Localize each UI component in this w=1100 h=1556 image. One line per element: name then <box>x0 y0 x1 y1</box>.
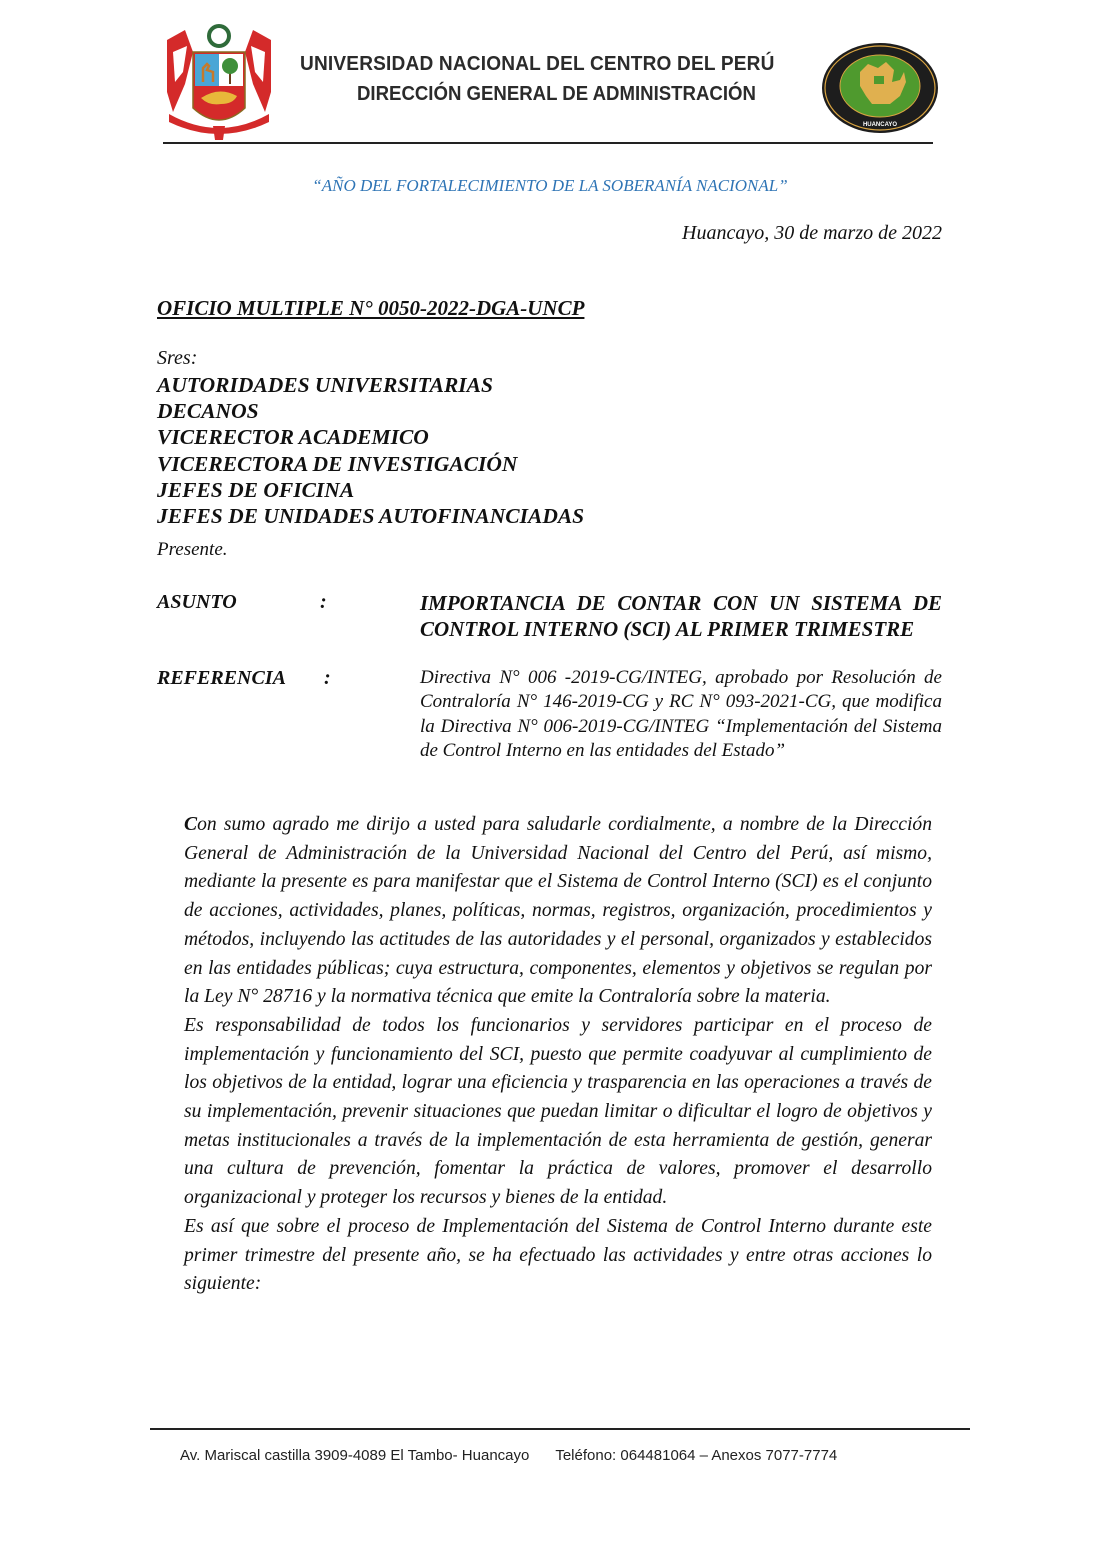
reference-text: Directiva N° 006 -2019-CG/INTEG, aprobado por Resolución de Contraloría N° 146-2019-CG y RC N° 093-2021-CG, que modifica la Directiva N° 006-2019-CG/INTEG “Implementación del Sistema de Control Interno en las entidades del Estado” <box>420 667 942 761</box>
body-paragraph-2: Es responsabilidad de todos los funcionarios y servidores participar en el proceso de implementación y funcionamiento del SCI, puesto que permite coadyuvar al cumplimiento de los objetivos de la entidad, lograr una eficiencia y trasparencia en las operaciones a través de su implementación, prevenir situaciones que puedan limitar o dificultar el logro de objetivos y metas institucionales a través de la implementación de esta herramienta de gestión, generar una cultura de prevención, fomentar la práctica de valores, promover el desarrollo organizacional y proteger los recursos y bienes de la entidad. <box>184 1014 932 1209</box>
recipient: VICERECTORA DE INVESTIGACIÓN <box>157 451 518 476</box>
footer <box>180 1447 960 1464</box>
peru-coat-of-arms-icon <box>163 22 275 140</box>
letter-body <box>184 811 932 1299</box>
footer-phone: Teléfono: 064481064 – Anexos 7077-7774 <box>555 1447 838 1464</box>
salutation: Sres: <box>157 347 198 369</box>
department-name: DIRECCIÓN GENERAL DE ADMINISTRACIÓN <box>357 83 756 105</box>
recipient: AUTORIDADES UNIVERSITARIAS <box>157 373 493 397</box>
recipient: JEFES DE UNIDADES AUTOFINANCIADAS <box>157 504 585 529</box>
recipient: VICERECTOR ACADEMICO <box>157 425 429 450</box>
year-motto: “AÑO DEL FORTALECIMIENTO DE LA SOBERANÍA NACIONAL” <box>312 176 788 195</box>
subject-text: IMPORTANCIA DE CONTAR CON UN SISTEMA DE CONTROL INTERNO (SCI) AL PRIMER TRIMESTRE <box>420 591 942 641</box>
reference-separator: : <box>324 667 331 689</box>
document-number: OFICIO MULTIPLE N° 0050-2022-DGA-UNCP <box>157 296 585 320</box>
footer-address: Av. Mariscal castilla 3909-4089 El Tambo- Huancayo <box>180 1447 530 1464</box>
recipient: DECANOS <box>157 399 259 424</box>
institution-name: UNIVERSIDAD NACIONAL DEL CENTRO DEL PERÚ <box>300 52 775 75</box>
footer-divider <box>150 1428 970 1430</box>
paragraph-text: on sumo agrado me dirijo a usted para saludarle cordialmente, a nombre de la Dirección General de Administración de la Universidad Nacional del Centro del Perú, así mismo, mediante la presente es para manifestar que el Sistema de Control Interno (SCI) es el conjunto de acciones, actividades, planes, políticas, normas, registros, organización, procedimientos y métodos, incluyendo las actitudes de las autoridades y el personal, organizados y establecidos en las entidades públicas; cuya estructura, componentes, elementos y objetivos se regulan por la Ley N° 28716 y la normativa técnica que emite la Contraloría sobre la materia. <box>184 814 932 1008</box>
reference-label: REFERENCIA <box>157 667 286 689</box>
initial-letter: C <box>184 814 198 835</box>
recipient: JEFES DE OFICINA <box>157 477 355 502</box>
uncp-seal-icon <box>820 42 940 134</box>
subject-separator: : <box>320 591 327 613</box>
recipients-list <box>157 372 584 529</box>
letter-date: Huancayo, 30 de marzo de 2022 <box>682 222 942 244</box>
body-paragraph-1 <box>184 811 932 1012</box>
seal-bottom-text: HUANCAYO <box>862 122 898 128</box>
subject-label: ASUNTO <box>157 591 237 613</box>
header-divider <box>163 142 933 144</box>
closing-presente: Presente. <box>157 539 228 560</box>
body-paragraph-3: Es así que sobre el proceso de Implementación del Sistema de Control Interno durante este primer trimestre del presente año, se ha efectuado las actividades y entre otras acciones lo siguiente: <box>184 1215 932 1295</box>
